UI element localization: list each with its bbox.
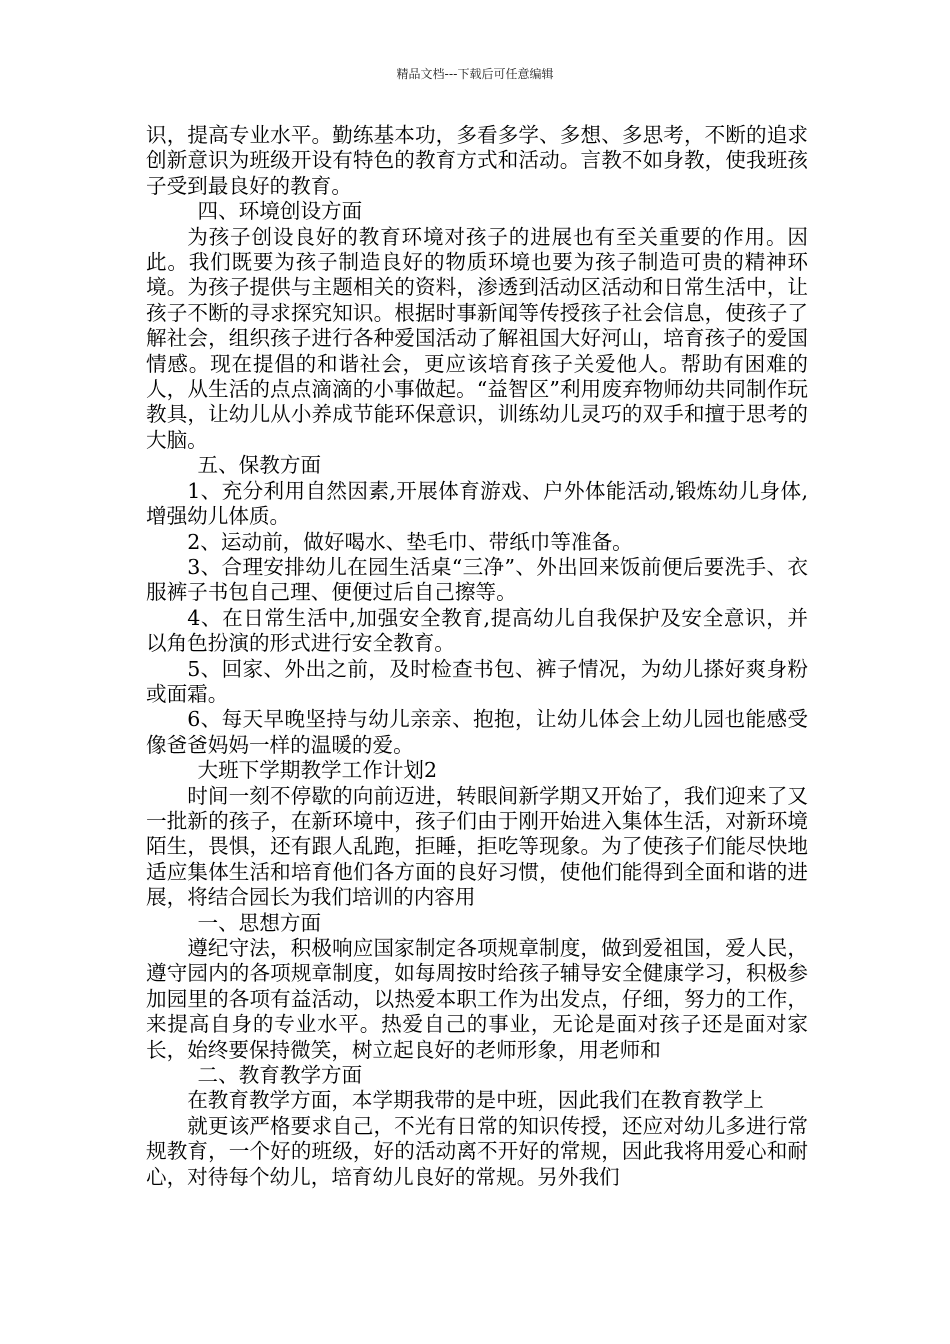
document-subtitle-plan-2: 大班下学期教学工作计划2 — [197, 758, 438, 783]
paragraph-intro: 时间一刻不停歇的向前迈进，转眼间新学期又开始了，我们迎来了又一批新的孩子，在新环境中，孩子们由于刚开始进入集体生活，对新环境陌生，畏惧，还有跟人乱跑，拒睡，拒吃等现象。为了使孩子们能尽快地适应集体生活和培育他们各方面的良好习惯，使他们能得到全面和谐的进展，将结合园长为我们培训的内容用 — [146, 783, 808, 910]
paragraph-teaching-1: 在教育教学方面，本学期我带的是中班，因此我们在教育教学上 — [187, 1088, 764, 1113]
list-item-care-2: 2、运动前，做好喝水、垫毛巾、带纸巾等准备。 — [187, 529, 633, 554]
list-item-care-6: 6、每天早晚坚持与幼儿亲亲、抱抱，让幼儿体会上幼儿园也能感受像爸爸妈妈一样的温暖的爱。 — [146, 707, 808, 757]
list-item-care-3: 3、合理安排幼儿在园生活桌“三净”、外出回来饭前便后要洗手、衣服裤子书包自己理、便便过后自己擦等。 — [146, 554, 808, 605]
list-item-care-5: 5、回家、外出之前，及时检查书包、裤子情况，为幼儿搽好爽身粉或面霜。 — [146, 656, 808, 706]
paragraph-teaching-2: 就更该严格要求自己，不光有日常的知识传授，还应对幼儿多进行常规教育，一个好的班级，好的活动离不开好的常规，因此我将用爱心和耐心，对待每个幼儿，培育幼儿良好的常规。另外我们 — [146, 1113, 808, 1189]
section-heading-environment: 四、环境创设方面 — [197, 199, 363, 224]
document-body — [146, 123, 808, 1190]
section-heading-teaching: 二、教育教学方面 — [197, 1063, 363, 1088]
section-heading-care: 五、保教方面 — [197, 453, 322, 478]
list-item-care-1: 1、充分利用自然因素,开展体育游戏、户外体能活动,锻炼幼儿身体,增强幼儿体质。 — [146, 478, 808, 529]
list-item-care-4: 4、在日常生活中,加强安全教育,提高幼儿自我保护及安全意识，并以角色扮演的形式进行安全教育。 — [146, 605, 808, 656]
section-heading-thought: 一、思想方面 — [197, 910, 322, 935]
paragraph-continuation: 识，提高专业水平。勤练基本功，多看多学、多想、多思考，不断的追求创新意识为班级开设有特色的教育方式和活动。言教不如身教，使我班孩子受到最良好的教育。 — [146, 123, 808, 198]
page-header: 精品文档---下载后可任意编辑 — [396, 67, 554, 81]
paragraph-environment: 为孩子创设良好的教育环境对孩子的进展也有至关重要的作用。因此。我们既要为孩子制造良好的物质环境也要为孩子制造可贵的精神环境。为孩子提供与主题相关的资料，渗透到活动区活动和日常生活中，让孩子不断的寻求探究知识。根据时事新闻等传授孩子社会信息，使孩子了解社会，组织孩子进行各种爱国活动了解祖国大好河山，培育孩子的爱国情感。现在提倡的和谐社会，更应该培育孩子关爱他人。帮助有困难的人，从生活的点点滴滴的小事做起。“益智区”利用废弃物师幼共同制作玩教具，让幼儿从小养成节能环保意识，训练幼儿灵巧的双手和擅于思考的大脑。 — [146, 224, 808, 452]
paragraph-thought: 遵纪守法，积极响应国家制定各项规章制度，做到爱祖国，爱人民，遵守园内的各项规章制度，如每周按时给孩子辅导安全健康学习，积极参加园里的各项有益活动，以热爱本职工作为出发点，仔细，努力的工作，来提高自身的专业水平。热爱自己的事业，无论是面对孩子还是面对家长，始终要保持微笑，树立起良好的老师形象，用老师和 — [146, 936, 808, 1062]
